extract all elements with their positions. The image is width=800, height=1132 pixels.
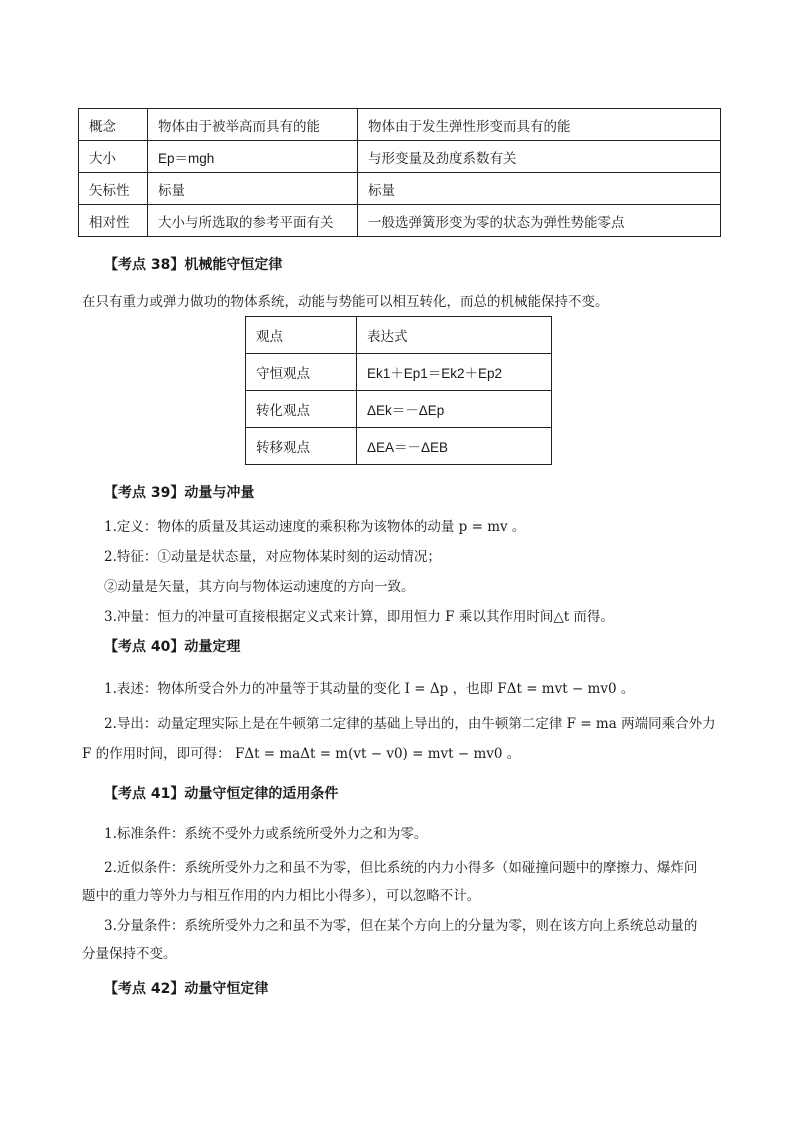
section-heading-42: 【考点 42】动量守恒定律	[104, 981, 269, 997]
column-header: 观点	[246, 317, 357, 354]
section40-line2: 2.导出：动量定理实际上是在牛顿第二定律的基础上导出的，由牛顿第二定律 F = ma 两端同乘合外力	[104, 716, 716, 732]
row-label: 相对性	[79, 205, 148, 237]
expression-cell: ΔEk＝－ΔEp	[357, 391, 552, 428]
column-header: 表达式	[357, 317, 552, 354]
potential-energy-table	[78, 108, 721, 237]
section38-intro: 在只有重力或弹力做功的物体系统，动能与势能可以相互转化，而总的机械能保持不变。	[82, 294, 609, 310]
section39-line1: 1.定义：物体的质量及其运动速度的乘积称为该物体的动量 p = mv 。	[104, 519, 526, 535]
gravity-cell: Ep＝mgh	[148, 141, 358, 173]
section41-line2: 2.近似条件：系统所受外力之和虽不为零，但比系统的内力小得多（如碰撞问题中的摩擦力、爆炸问	[104, 860, 698, 876]
elastic-cell: 物体由于发生弹性形变而具有的能	[358, 109, 721, 141]
view-cell: 转化观点	[246, 391, 357, 428]
table-row	[79, 109, 721, 141]
section39-line3: ②动量是矢量，其方向与物体运动速度的方向一致。	[104, 579, 415, 595]
gravity-cell: 大小与所选取的参考平面有关	[148, 205, 358, 237]
table-row	[246, 428, 552, 465]
table-header-row	[246, 317, 552, 354]
expression-cell: ΔEA＝－ΔEB	[357, 428, 552, 465]
table-row	[79, 141, 721, 173]
view-cell: 转移观点	[246, 428, 357, 465]
section41-line1: 1.标准条件：系统不受外力或系统所受外力之和为零。	[104, 826, 428, 842]
table-row	[246, 391, 552, 428]
section41-line5: 分量保持不变。	[82, 946, 177, 962]
table-row	[79, 205, 721, 237]
expression-cell: Ek1＋Ep1＝Ek2＋Ep2	[357, 354, 552, 391]
section-heading-40: 【考点 40】动量定理	[104, 639, 241, 655]
section-heading-38: 【考点 38】机械能守恒定律	[104, 257, 283, 273]
section-heading-39: 【考点 39】动量与冲量	[104, 485, 255, 501]
section40-line3: F 的作用时间，即可得： FΔt = maΔt = m(vt − v0) = mvt − mv0 。	[82, 746, 521, 762]
section39-line2: 2.特征：①动量是状态量，对应物体某时刻的运动情况；	[104, 549, 441, 565]
elastic-cell: 一般选弹簧形变为零的状态为弹性势能零点	[358, 205, 721, 237]
conservation-views-table	[245, 316, 552, 465]
elastic-cell: 与形变量及劲度系数有关	[358, 141, 721, 173]
row-label: 大小	[79, 141, 148, 173]
table-row	[246, 354, 552, 391]
gravity-cell: 物体由于被举高而具有的能	[148, 109, 358, 141]
gravity-cell: 标量	[148, 173, 358, 205]
section41-line4: 3.分量条件：系统所受外力之和虽不为零，但在某个方向上的分量为零，则在该方向上系统总动量的	[104, 918, 698, 934]
table-row	[79, 173, 721, 205]
elastic-cell: 标量	[358, 173, 721, 205]
row-label: 矢标性	[79, 173, 148, 205]
section39-line4: 3.冲量：恒力的冲量可直接根据定义式来计算，即用恒力 F 乘以其作用时间△t 而得。	[104, 609, 614, 625]
section41-line3: 题中的重力等外力与相互作用的内力相比小得多），可以忽略不计。	[82, 888, 481, 904]
section40-line1: 1.表述：物体所受合外力的冲量等于其动量的变化 I = Δp ，也即 FΔt = mvt − mv0 。	[104, 681, 635, 697]
section-heading-41: 【考点 41】动量守恒定律的适用条件	[104, 786, 339, 802]
row-label: 概念	[79, 109, 148, 141]
view-cell: 守恒观点	[246, 354, 357, 391]
